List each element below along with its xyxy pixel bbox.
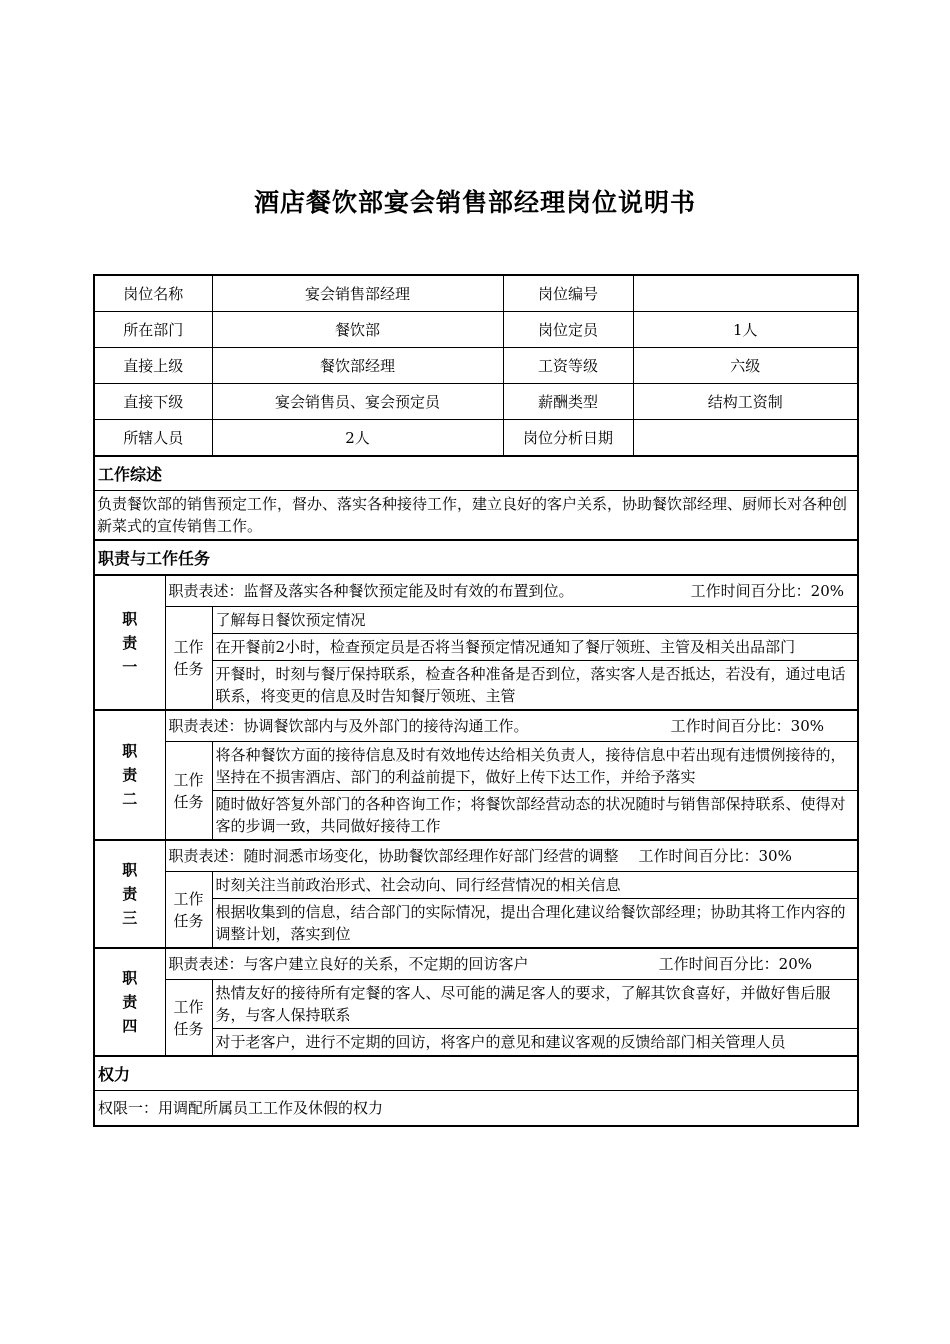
task-item: 时刻关注当前政治形式、社会动向、同行经营情况的相关信息 [212,872,858,899]
task-item: 了解每日餐饮预定情况 [212,607,858,634]
field-value: 1人 [633,312,858,348]
work-task-label-text: 工作任务 [173,889,204,930]
info-row [94,384,858,420]
field-label: 直接上级 [94,348,212,384]
duties-heading: 职责与工作任务 [94,540,858,575]
duty-statement-row [94,575,858,607]
duty-statement-row [94,840,858,872]
work-task-label [165,742,212,841]
duty-statement: 职责表述：监督及落实各种餐饮预定能及时有效的布置到位。 [168,582,574,600]
duty-label-text: 职责四 [122,969,138,1035]
field-label: 岗位名称 [94,275,212,312]
duty-percent: 工作时间百分比：30% [670,717,825,735]
job-description-table [93,274,859,1127]
info-row [94,312,858,348]
authority-item: 权限一：用调配所属员工工作及休假的权力 [94,1091,858,1127]
field-value [633,275,858,312]
field-value: 宴会销售部经理 [212,275,503,312]
field-label: 岗位定员 [503,312,633,348]
field-label: 岗位分析日期 [503,420,633,457]
duty-label-text: 职责二 [122,742,138,808]
task-item: 将各种餐饮方面的接待信息及时有效地传达给相关负责人，接待信息中若出现有违惯例接待的，坚持在不损害酒店、部门的利益前提下，做好上传下达工作，并给予落实 [212,742,858,791]
duty-percent: 工作时间百分比：30% [638,847,792,865]
authority-heading: 权力 [94,1056,858,1091]
duty-label [94,840,165,948]
duty-statement: 职责表述：协调餐饮部内与及外部门的接待沟通工作。 [168,717,529,735]
field-value [633,420,858,457]
document-title: 酒店餐饮部宴会销售部经理岗位说明书 [253,188,696,217]
summary-heading: 工作综述 [94,456,858,491]
duty-label-text: 职责三 [122,861,138,927]
duty-label [94,710,165,840]
field-label: 所在部门 [94,312,212,348]
duty-statement-row [94,710,858,742]
task-item: 在开餐前2小时，检查预定员是否将当餐预定情况通知了餐厅领班、主管及相关出品部门 [212,634,858,661]
info-row [94,348,858,384]
field-label: 工资等级 [503,348,633,384]
task-item: 开餐时，时刻与餐厅保持联系，检查各种准备是否到位，落实客人是否抵达，若没有，通过电话联系，将变更的信息及时告知餐厅领班、主管 [212,661,858,711]
duty-label-text: 职责一 [122,609,138,676]
info-row [94,275,858,312]
duty-statement: 职责表述：与客户建立良好的关系，不定期的回访客户 [168,955,529,973]
duty-label [94,575,165,710]
job-description-form [93,274,857,1127]
duty-label [94,948,165,1056]
work-task-label-text: 工作任务 [173,638,204,678]
task-item: 根据收集到的信息，结合部门的实际情况，提出合理化建议给餐饮部经理；协助其将工作内容的调整计划，落实到位 [212,899,858,949]
work-task-label-text: 工作任务 [173,997,204,1038]
task-item: 随时做好答复外部门的各种咨询工作；将餐饮部经营动态的状况随时与销售部保持联系、使得对客的步调一致，共同做好接待工作 [212,791,858,841]
work-task-label [165,607,212,711]
field-value: 宴会销售员、宴会预定员 [212,384,503,420]
task-item: 热情友好的接待所有定餐的客人、尽可能的满足客人的要求，了解其饮食喜好，并做好售后服务，与客人保持联系 [212,980,858,1029]
duty-statement-row [94,948,858,980]
field-label: 所辖人员 [94,420,212,457]
info-row [94,420,858,457]
field-label: 直接下级 [94,384,212,420]
summary-text: 负责餐饮部的销售预定工作，督办、落实各种接待工作，建立良好的客户关系，协助餐饮部经理、厨师长对各种创新菜式的宣传销售工作。 [94,491,858,541]
field-value: 六级 [633,348,858,384]
work-task-label [165,980,212,1057]
task-item: 对于老客户，进行不定期的回访，将客户的意见和建议客观的反馈给部门相关管理人员 [212,1029,858,1057]
field-label: 薪酬类型 [503,384,633,420]
work-task-label-text: 工作任务 [173,770,204,811]
field-value: 结构工资制 [633,384,858,420]
field-value: 餐饮部 [212,312,503,348]
duty-percent: 工作时间百分比：20% [690,582,845,600]
duty-statement: 职责表述：随时洞悉市场变化，协助餐饮部经理作好部门经营的调整 [168,847,619,865]
field-label: 岗位编号 [503,275,633,312]
field-value: 餐饮部经理 [212,348,503,384]
work-task-label [165,872,212,949]
duty-percent: 工作时间百分比：20% [658,955,813,973]
field-value: 2人 [212,420,503,457]
